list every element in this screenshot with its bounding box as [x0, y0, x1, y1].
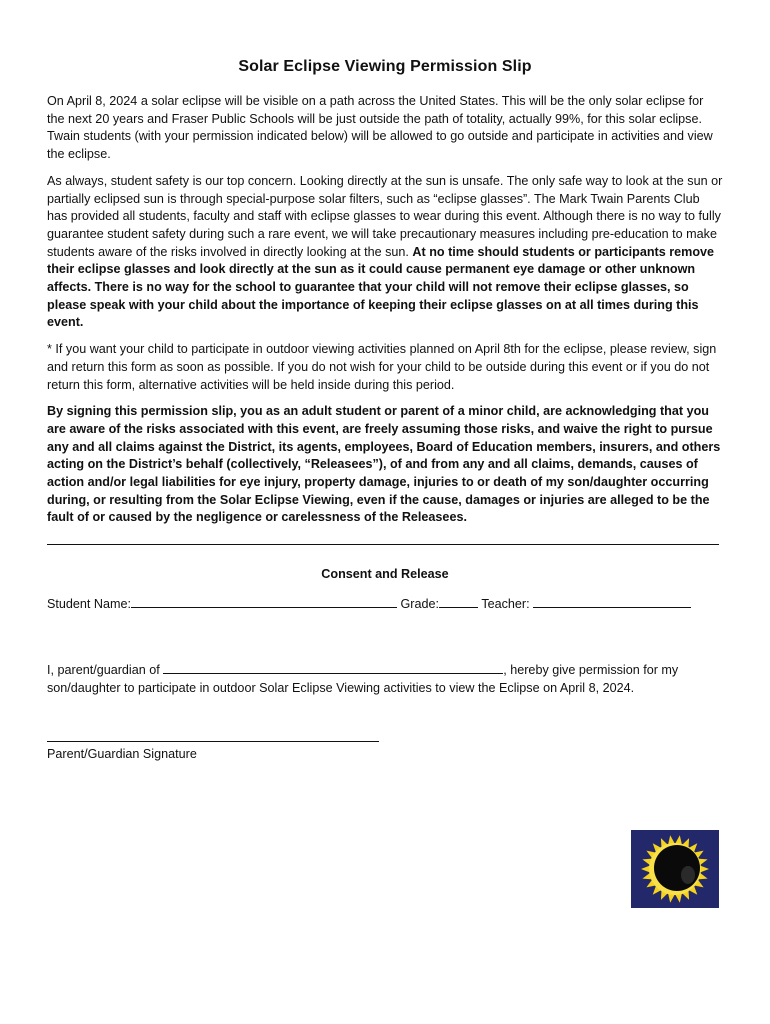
participation-paragraph: * If you want your child to participate in outdoor viewing activities planned on April 8th for the eclipse, please review, sign and return this form as soon as possible. If you do not wish for your child to be outside during this event or if you do not return this form, alternative activities will be held inside during this period. [47, 342, 717, 392]
grade-label: Grade: [400, 597, 440, 612]
student-name-label: Student Name: [47, 597, 132, 612]
document-title: Solar Eclipse Viewing Permission Slip [238, 58, 532, 75]
parent-consent-block [47, 661, 723, 697]
consent-heading: Consent and Release [321, 567, 449, 582]
permission-slip-document [47, 58, 723, 764]
parent-suffix: , hereby give permission for my [503, 662, 679, 677]
safety-warning: At no time should students or participants remove their eclipse glasses and look directly at the sun as it could cause permanent eye damage or other unknown affects. There is no way for the school to guarantee that your child will not remove their eclipse glasses, so please speak with your child about the importance of keeping their eclipse glasses on at all times during this event. [47, 244, 715, 330]
intro-paragraph: On April 8, 2024 a solar eclipse will be visible on a path across the United States. This will be the only solar eclipse for the next 20 years and Fraser Public Schools will be just outside the path of totality, actually 99%, for this solar eclipse. Twain students (with your permission indicated below) will be allowed to go outside and participate in activities and view the eclipse. [47, 94, 713, 162]
parent-consent-line1 [47, 661, 723, 680]
parent-consent-line2: son/daughter to participate in outdoor Solar Eclipse Viewing activities to view the Eclipse on April 8, 2024. [47, 680, 635, 695]
teacher-label: Teacher: [481, 597, 530, 612]
signature-field[interactable] [47, 741, 379, 742]
solar-eclipse-icon [631, 830, 719, 908]
safety-paragraph [47, 173, 723, 332]
student-info-row [47, 595, 723, 614]
teacher-field[interactable] [533, 595, 691, 608]
signature-block [47, 741, 723, 764]
moon-disc [654, 845, 700, 891]
safety-text: As always, student safety is our top concern. Looking directly at the sun is unsafe. The only safe way to look at the sun or partially eclipsed sun is through special-purpose solar filters, such as “eclipse glasses”. The Mark Twain Parents Club has provided all students, faculty and staff with eclipse glasses to wear during this event. Although there is no way to fully guarantee student safety during such a rare event, we will take precautionary measures including pre-education to make students aware of the risks involved in directly looking at the sun. [47, 173, 723, 259]
student-name-field[interactable] [131, 595, 397, 608]
parent-prefix: I, parent/guardian of [47, 662, 160, 677]
signature-label: Parent/Guardian Signature [47, 747, 197, 762]
moon-highlight [681, 866, 695, 884]
section-divider [47, 544, 719, 545]
child-name-field[interactable] [163, 661, 503, 674]
eclipse-graphic [631, 830, 719, 908]
waiver-paragraph: By signing this permission slip, you as an adult student or parent of a minor child, are acknowledging that you are aware of the risks associated with this event, are freely assuming those risks, and waive the right to pursue any and all claims against the District, its agents, employees, Board of Education members, insurers, and others acting on the District’s behalf (collectively, “Releasees”), of and from any and all claims, demands, causes of action and/or legal liabilities for eye injury, property damage, injuries to or death of my son/daughter occurring during, or resulting from the Solar Eclipse Viewing, even if the cause, damages or injuries are alleged to be the fault of or caused by the negligence or carelessness of the Releasees. [47, 404, 721, 525]
grade-field[interactable] [439, 595, 478, 608]
